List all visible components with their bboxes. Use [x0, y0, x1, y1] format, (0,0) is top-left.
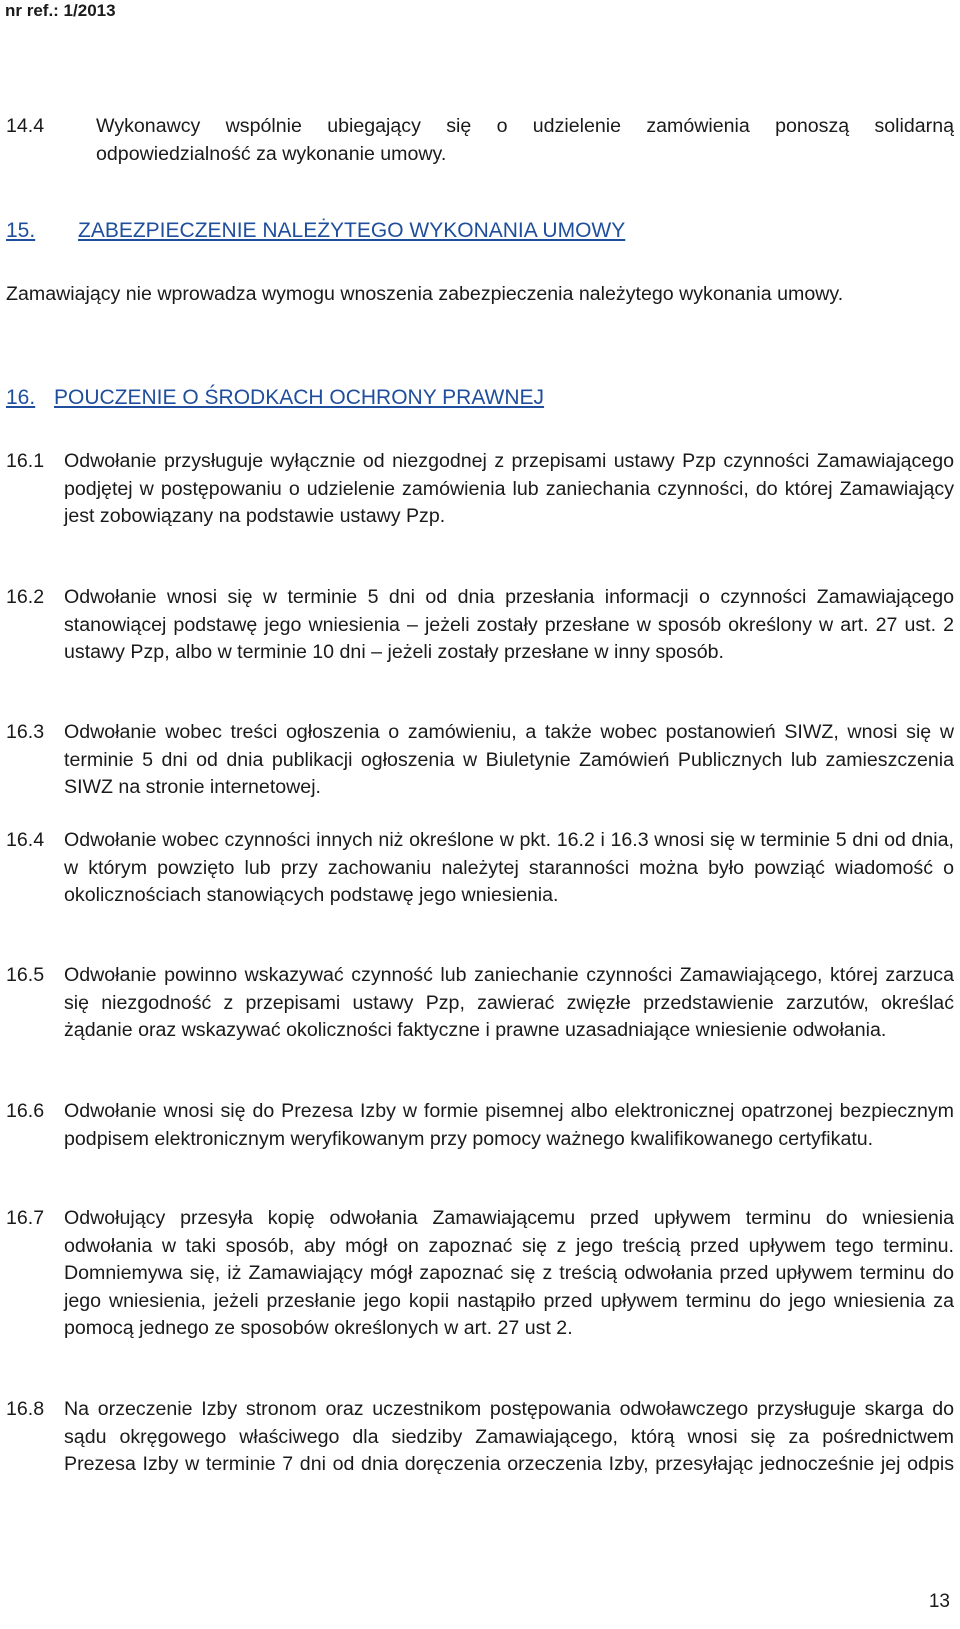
- paragraph-text: Odwołanie wnosi się do Prezesa Izby w formie pisemnej albo elektronicznej opatrzonej bezpiecznym podpisem elektronicznym weryfikowanym przy pomocy ważnego kwalifikowanego certyfikatu.: [64, 1100, 954, 1150]
- paragraph-16-8: [6, 1396, 954, 1479]
- paragraph-text: Na orzeczenie Izby stronom oraz uczestnikom postępowania odwoławczego przysługuje skarga do sądu okręgowego właściwego dla siedziby Zamawiającego, którą wnosi się za pośrednictwem Prezesa Izby w terminie 7 dni od dnia doręczenia orzeczenia Izby, przesyłając jednocześnie jej odpis: [64, 1398, 954, 1476]
- paragraph-text: Odwołanie wnosi się w terminie 5 dni od dnia przesłania informacji o czynności Zamawiającego stanowiącej podstawę jego wniesienia – jeżeli zostały przesłane w sposób określony w art. 27 ust. 2 ustawy Pzp, albo w terminie 10 dni – jeżeli zostały przesłane w inny sposób.: [64, 586, 954, 664]
- paragraph-number: 16.4: [6, 829, 45, 851]
- section-number: 15.: [6, 219, 36, 242]
- section-title: ZABEZPIECZENIE NALEŻYTEGO WYKONANIA UMOWY: [78, 219, 626, 242]
- paragraph-number: 16.3: [6, 721, 45, 743]
- paragraph-16-1: [6, 448, 954, 531]
- section-heading-16: [6, 386, 544, 410]
- paragraph-number: 16.5: [6, 964, 45, 986]
- paragraph-text: Wykonawcy wspólnie ubiegający się o udzielenie zamówienia ponoszą solidarną odpowiedzialność za wykonanie umowy.: [96, 115, 954, 165]
- document-reference: nr ref.: 1/2013: [5, 1, 116, 20]
- paragraph-number: 16.6: [6, 1100, 45, 1122]
- paragraph-number: 14.4: [6, 115, 45, 137]
- paragraph-text: Zamawiający nie wprowadza wymogu wnoszenia zabezpieczenia należytego wykonania umowy.: [6, 283, 844, 305]
- paragraph-number: 16.8: [6, 1398, 45, 1420]
- paragraph-text: Odwołujący przesyła kopię odwołania Zamawiającemu przed upływem terminu do wniesienia odwołania w taki sposób, aby mógł on zapoznać się z jego treścią przed upływem tego terminu. Domniemywa się, iż Zamawiający mógł zapoznać się z treścią odwołania przed upływem terminu do jego wniesienia, jeżeli przesłanie jego kopii nastąpiło przed upływem terminu do jego wniesienia za pomocą jednego ze sposobów określonych w art. 27 ust 2.: [64, 1207, 954, 1340]
- paragraph-number: 16.1: [6, 450, 45, 472]
- paragraph-16-3: [6, 719, 954, 802]
- paragraph-text: Odwołanie wobec treści ogłoszenia o zamówieniu, a także wobec postanowień SIWZ, wnosi się w terminie 5 dni od dnia publikacji ogłoszenia w Biuletynie Zamówień Publicznych lub zamieszczenia SIWZ na stronie internetowej.: [64, 721, 954, 799]
- section-number: 16.: [6, 386, 36, 409]
- page-number: 13: [928, 1591, 950, 1612]
- paragraph-16-4: [6, 827, 954, 910]
- paragraph-16-6: [6, 1098, 954, 1153]
- paragraph-14-4: [6, 113, 954, 168]
- paragraph-16-5: [6, 962, 954, 1045]
- paragraph-number: 16.7: [6, 1207, 45, 1229]
- paragraph-text: Odwołanie wobec czynności innych niż określone w pkt. 16.2 i 16.3 wnosi się w terminie 5 dni od dnia, w którym powzięto lub przy zachowaniu należytej staranności można było powziąć wiadomość o okolicznościach stanowiących podstawę jego wniesienia.: [64, 829, 954, 907]
- section-title: POUCZENIE O ŚRODKACH OCHRONY PRAWNEJ: [54, 386, 545, 409]
- paragraph-number: 16.2: [6, 586, 45, 608]
- paragraph-text: Odwołanie przysługuje wyłącznie od niezgodnej z przepisami ustawy Pzp czynności Zamawiającego podjętej w postępowaniu o udzielenie zamówienia lub zaniechania czynności, do której Zamawiający jest zobowiązany na podstawie ustawy Pzp.: [64, 450, 954, 528]
- paragraph-16-7: [6, 1205, 954, 1343]
- section-heading-15: [6, 219, 625, 243]
- paragraph-16-2: [6, 584, 954, 667]
- paragraph-text: Odwołanie powinno wskazywać czynność lub zaniechanie czynności Zamawiającego, której zarzuca się niezgodność z przepisami ustawy Pzp, zawierać zwięzłe przedstawienie zarzutów, określać żądanie oraz wskazywać okoliczności faktyczne i prawne uzasadniające wniesienie odwołania.: [64, 964, 954, 1042]
- paragraph-15-body: [6, 281, 954, 309]
